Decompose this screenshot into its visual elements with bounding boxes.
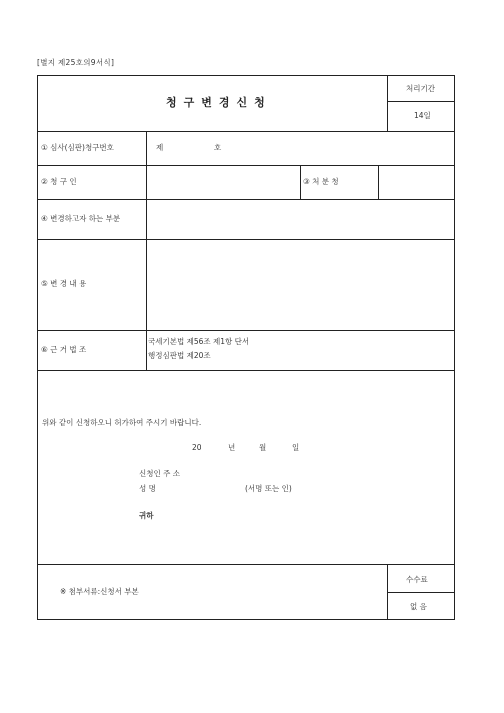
request-number-field[interactable] xyxy=(168,136,212,160)
date-month: 월 xyxy=(259,443,267,452)
fee-label: 수수료 xyxy=(406,575,428,584)
divider xyxy=(38,239,454,240)
recipient-label: 귀하 xyxy=(139,511,154,520)
change-part-label: ④ 변경하고자 하는 부분 xyxy=(41,214,121,223)
change-content-label: ⑤ 변 경 내 용 xyxy=(41,279,87,288)
divider xyxy=(378,165,379,199)
signature-label: (서명 또는 인) xyxy=(245,484,292,493)
legal-basis-line-1: 국세기본법 제56조 제1항 단서 xyxy=(148,337,250,346)
processing-period-value: 14일 xyxy=(414,111,431,120)
page-title: 청구변경신청 xyxy=(166,96,272,109)
request-number-suffix: 호 xyxy=(214,143,222,152)
legal-basis-label: ⑥ 근 거 법 조 xyxy=(41,345,87,354)
divider xyxy=(387,592,454,593)
applicant-name-label: 성 명 xyxy=(139,484,156,493)
form-code: [별지 제25호의9서식] xyxy=(37,58,115,67)
form-frame xyxy=(37,75,455,620)
request-number-label: ① 심사(심판)청구번호 xyxy=(41,143,114,152)
divider xyxy=(38,165,454,166)
divider xyxy=(38,370,454,371)
date-year-unit: 년 xyxy=(228,443,236,452)
fee-value: 없 음 xyxy=(410,602,427,611)
claimant-label: ② 청 구 인 xyxy=(41,177,77,186)
applicant-address-label: 신청인 주 소 xyxy=(139,469,180,478)
divider xyxy=(38,330,454,331)
divider xyxy=(300,165,301,199)
divider xyxy=(38,564,454,565)
divider xyxy=(38,131,454,132)
divider xyxy=(387,564,388,620)
change-part-field[interactable] xyxy=(148,201,452,237)
date-day: 일 xyxy=(292,443,300,452)
disposing-agency-field[interactable] xyxy=(380,167,452,197)
disposing-agency-label: ③ 처 분 청 xyxy=(303,177,339,186)
claimant-field[interactable] xyxy=(148,167,298,197)
request-statement: 위와 같이 신청하오니 허가하여 주시기 바랍니다. xyxy=(42,418,202,427)
divider xyxy=(387,101,455,102)
divider xyxy=(38,199,454,200)
change-content-field[interactable] xyxy=(148,241,452,328)
divider xyxy=(146,131,147,370)
date-year: 20 xyxy=(192,443,202,452)
attachments-note: ※ 첨부서류:신청서 부본 xyxy=(60,587,139,596)
request-number-prefix: 제 xyxy=(156,143,164,152)
legal-basis-line-2: 행정심판법 제20조 xyxy=(148,351,211,360)
processing-period-label: 처리기간 xyxy=(406,84,435,93)
divider xyxy=(387,76,388,131)
